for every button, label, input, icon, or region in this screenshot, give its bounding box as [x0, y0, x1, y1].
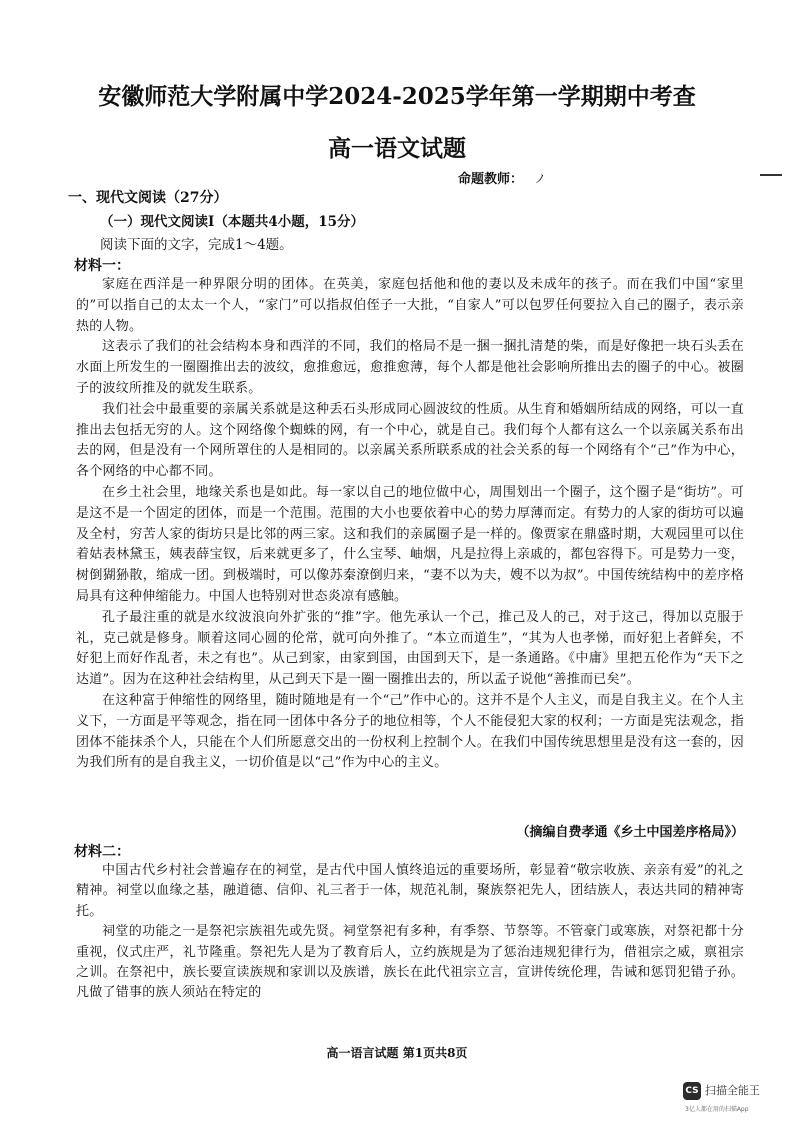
section-heading: 一、现代文阅读（27分） — [68, 190, 228, 206]
paragraph: 我们社会中最重要的亲属关系就是这种丢石头形成同心圆波纹的性质。从生育和婚姻所结成的网络，可以一直推出去包括无穷的人。这个网络像个蜘蛛的网，有一个中心，就是自己。我们每个人都有这么一个以亲属关系布出去的网，但是没有一个网所罩住的人是相同的。以亲属关系所联系成的社会关系的每一个网络有个“己”作为中心，各个网络的中心都不同。 — [76, 401, 744, 480]
scanner-watermark — [683, 1080, 791, 1120]
paragraph: 祠堂的功能之一是祭祀宗族祖先或先贤。祠堂祭祀有多种，有季祭、节祭等。不管豪门或寒族，对祭祀都十分重视，仪式庄严，礼节隆重。祭祀先人是为了教育后人，立约族规是为了惩治违规犯律行为，借祖宗之威，禀祖宗之训。在祭祀中，族长要宣读族规和家训以及族谱，族长在此代祖宗立言，宣讲传统伦理，告诫和惩罚犯错子孙。凡做了错事的族人须站在特定的 — [76, 924, 744, 1001]
paragraph: 家庭在西洋是一种界限分明的团体。在英美，家庭包括他和他的妻以及未成年的孩子。而在我们中国“家里的”可以指自己的太太一个人，“家门”可以指叔伯侄子一大批，“自家人”可以包罗任何要拉入自己的圈子，表示亲热的人物。 — [76, 277, 744, 334]
paragraph: 在这种富于伸缩性的网络里，随时随地是有一个“己”作中心的。这并不是个人主义，而是自我主义。在个人主义下，一方面是平等观念，指在同一团体中各分子的地位相等，个人不能侵犯大家的权利；一方面是宪法观念，指团体不能抹杀个人，只能在个人们所愿意交出的一份权利上控制个人。在我们中国传统思想里是没有这一套的，因为我们所有的是自我主义，一切价值是以“己”作为中心的主义。 — [76, 692, 744, 771]
author-label: 命题教师： — [458, 172, 524, 187]
watermark-app-name: 扫描全能王 — [705, 1084, 760, 1097]
author-mark: ノ — [534, 172, 547, 186]
section-instruction: 阅读下面的文字，完成1～4题。 — [100, 237, 293, 253]
paragraph: 孔子最注重的就是水纹波浪向外扩张的“推”字。他先承认一个己，推己及人的己，对于这己，得加以克服于礼，克己就是修身。顺着这同心圆的伦常，就可向外推了。“本立而道生”，“其为人也孝悌，而好犯上者鲜矣，不好犯上而好作乱者，未之有也”。从己到家，由家到国，由国到天下，是一条通路。《中庸》里把五伦作为“天下之达道”。因为在这种社会结构里，从己到天下是一圈一圈推出去的，所以孟子说他“善推而已矣”。 — [76, 609, 744, 688]
page-footer: 高一语言试题 第1页共8页 — [326, 1046, 468, 1060]
scan-dash-mark — [760, 174, 782, 176]
material2-label: 材料二： — [74, 844, 130, 860]
paragraph: 这表示了我们的社会结构本身和西洋的不同，我们的格局不是一捆一捆扎清楚的柴，而是好像把一块石头丢在水面上所发生的一圈圈推出去的波纹，愈推愈远，愈推愈薄，每个人都是他社会影响所推出去的圈子的中心。被圈子的波纹所推及的就发生联系。 — [76, 339, 744, 396]
camscanner-logo-icon: CS — [683, 1082, 701, 1100]
material1-label: 材料一： — [74, 258, 130, 274]
watermark-tagline: 3亿人都在用的扫描App — [685, 1106, 749, 1113]
material1-body — [76, 275, 744, 774]
paragraph: 在乡土社会里，地缘关系也是如此。每一家以自己的地位做中心，周围划出一个圈子，这个圈子是“街坊”。可是这不是一个固定的团体，而是一个范围。范围的大小也要依着中心的势力厚薄而定。有势力的人家的街坊可以遍及全村，穷苦人家的街坊只是比邻的两三家。这和我们的亲属圈子是一样的。像贾家在鼎盛时期，大观园里可以住着姑表林黛玉，姨表薛宝钗，后来就更多了，什么宝琴、岫烟，凡是拉得上亲戚的，都包容得下。可是势力一变，树倒猢狲散，缩成一团。到极端时，可以像苏秦潦倒归来，“妻不以为夫，嫂不以为叔”。中国传统结构中的差序格局具有这种伸缩能力。中国人也特别对世态炎凉有感触。 — [76, 484, 744, 604]
paragraph: 中国古代乡村社会普遍存在的祠堂，是古代中国人慎终追远的重要场所，彰显着“敬宗收族、亲亲有爱”的礼之精神。祠堂以血缘之基，融道德、信仰、礼三者于一体，规范礼制，聚族祭祀先人，团结族人，表达共同的精神寄托。 — [76, 863, 744, 919]
material2-body — [76, 861, 744, 1004]
material1-source: （摘编自费孝通《乡土中国差序格局》） — [516, 825, 744, 840]
exam-title: 安徽师范大学附属中学2024-2025学年第一学期期中考查 — [98, 83, 696, 110]
exam-subtitle: 高一语文试题 — [328, 135, 466, 162]
section-subheading: （一）现代文阅读Ⅰ（本题共4小题，15分） — [100, 214, 364, 230]
